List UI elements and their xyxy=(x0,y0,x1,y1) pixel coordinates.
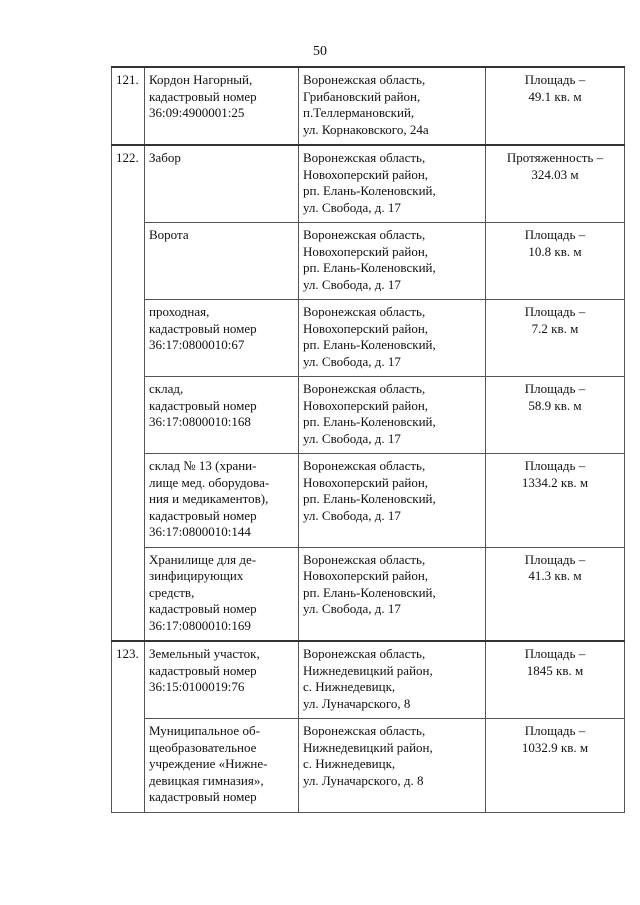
address-line: Нижнедевицкий район, xyxy=(303,662,433,678)
area-line: 49.1 кв. м xyxy=(528,88,582,104)
table-row xyxy=(112,300,625,377)
area-cell xyxy=(486,300,625,377)
address-cell xyxy=(299,719,486,813)
row-number xyxy=(112,719,145,813)
object-name-line: кадастровый номер xyxy=(149,789,257,804)
object-name-line: девицкая гимназия», xyxy=(149,772,264,788)
address-line: рп. Елань-Коленовский, xyxy=(303,584,436,600)
object-name-line: 36:09:4900001:25 xyxy=(149,105,245,120)
row-number: 122. xyxy=(112,145,145,223)
area-line: Площадь – xyxy=(524,458,586,473)
address-cell xyxy=(299,547,486,641)
area-cell xyxy=(486,641,625,719)
area-cell xyxy=(486,377,625,454)
object-name-cell xyxy=(145,145,299,223)
row-number xyxy=(112,223,145,300)
object-name-line: 36:17:0800010:169 xyxy=(149,617,251,633)
table-row xyxy=(112,223,625,300)
area-cell xyxy=(486,145,625,223)
address-cell xyxy=(299,641,486,719)
object-name-line: зинфицирующих xyxy=(149,568,244,583)
row-number xyxy=(112,377,145,454)
address-line: рп. Елань-Коленовский, xyxy=(303,414,436,429)
object-name-line: кадастровый номер xyxy=(149,397,257,413)
area-line: Площадь – xyxy=(524,646,586,661)
object-name-line: Земельный участок, xyxy=(149,646,260,661)
address-line: рп. Елань-Коленовский, xyxy=(303,491,436,506)
address-line: ул. Корнаковского, 24а xyxy=(303,121,429,137)
object-name-line: средств, xyxy=(149,584,195,600)
area-cell xyxy=(486,719,625,813)
row-number: 121. xyxy=(112,67,145,145)
address-line: ул. Свобода, д. 17 xyxy=(303,199,401,215)
address-line: ул. Свобода, д. 17 xyxy=(303,353,401,369)
address-line: с. Нижнедевицк, xyxy=(303,679,396,694)
object-name-line: Забор xyxy=(149,150,181,165)
object-name-line: щеобразовательное xyxy=(149,739,257,755)
area-line: Площадь – xyxy=(524,72,586,87)
table-row xyxy=(112,145,625,223)
object-name-line: 36:17:0800010:67 xyxy=(149,337,245,352)
object-name-line: кадастровый номер xyxy=(149,88,257,104)
object-name-line: учреждение «Нижне- xyxy=(149,756,268,771)
object-name-cell xyxy=(145,454,299,548)
area-cell xyxy=(486,67,625,145)
object-name-line: Кордон Нагорный, xyxy=(149,72,253,87)
table-row xyxy=(112,547,625,641)
address-cell xyxy=(299,223,486,300)
table-row xyxy=(112,454,625,548)
address-line: рп. Елань-Коленовский, xyxy=(303,260,436,275)
row-number: 123. xyxy=(112,641,145,719)
address-cell xyxy=(299,145,486,223)
table-body xyxy=(112,67,625,812)
object-name-line: Ворота xyxy=(149,227,189,242)
address-line: Новохоперский район, xyxy=(303,243,429,259)
area-line: 58.9 кв. м xyxy=(528,397,582,413)
area-line: 7.2 кв. м xyxy=(531,320,579,336)
area-cell xyxy=(486,454,625,548)
object-name-line: кадастровый номер xyxy=(149,601,257,616)
object-name-cell xyxy=(145,223,299,300)
address-line: п.Теллермановский, xyxy=(303,105,415,120)
property-table xyxy=(111,66,625,813)
object-name-line: склад, xyxy=(149,381,184,396)
object-name-cell xyxy=(145,377,299,454)
object-name-line: 36:17:0800010:144 xyxy=(149,524,251,539)
address-line: рп. Елань-Коленовский, xyxy=(303,183,436,198)
area-line: 324.03 м xyxy=(531,166,579,182)
object-name-line: кадастровый номер xyxy=(149,320,257,336)
page-number: 50 xyxy=(313,44,327,59)
area-line: Площадь – xyxy=(524,304,586,319)
area-cell xyxy=(486,547,625,641)
address-line: Воронежская область, xyxy=(303,458,426,473)
address-line: Воронежская область, xyxy=(303,381,426,396)
area-cell xyxy=(486,223,625,300)
area-line: 1032.9 кв. м xyxy=(521,739,589,755)
object-name-cell xyxy=(145,300,299,377)
object-name-line: лище мед. оборудова- xyxy=(149,474,270,490)
address-line: Новохоперский район, xyxy=(303,397,429,413)
address-line: ул. Луначарского, 8 xyxy=(303,695,411,711)
address-line: ул. Луначарского, д. 8 xyxy=(303,772,424,788)
area-line: Площадь – xyxy=(524,381,586,396)
object-name-cell xyxy=(145,547,299,641)
area-line: Площадь – xyxy=(524,723,586,738)
object-name-line: склад № 13 (храни- xyxy=(149,458,257,473)
address-cell xyxy=(299,67,486,145)
address-cell xyxy=(299,454,486,548)
address-line: Нижнедевицкий район, xyxy=(303,739,433,755)
area-line: 1845 кв. м xyxy=(526,662,584,678)
object-name-line: кадастровый номер xyxy=(149,662,257,678)
object-name-line: проходная, xyxy=(149,304,210,319)
row-number xyxy=(112,300,145,377)
area-line: Площадь – xyxy=(524,227,586,242)
address-line: ул. Свобода, д. 17 xyxy=(303,601,401,616)
address-line: Воронежская область, xyxy=(303,150,426,165)
table-row xyxy=(112,719,625,813)
table-row xyxy=(112,641,625,719)
object-name-line: Хранилище для де- xyxy=(149,551,257,567)
address-line: Новохоперский район, xyxy=(303,568,429,583)
area-line: 41.3 кв. м xyxy=(528,568,582,583)
address-line: Воронежская область, xyxy=(303,646,426,661)
address-line: Воронежская область, xyxy=(303,304,426,319)
object-name-line: ния и медикаментов), xyxy=(149,491,269,506)
address-line: Воронежская область, xyxy=(303,72,426,87)
address-line: ул. Свобода, д. 17 xyxy=(303,276,401,292)
object-name-line: кадастровый номер xyxy=(149,507,257,523)
object-name-line: Муниципальное об- xyxy=(149,723,260,738)
address-line: с. Нижнедевицк, xyxy=(303,756,396,771)
object-name-line: 36:15:0100019:76 xyxy=(149,679,245,694)
row-number xyxy=(112,454,145,548)
table-row xyxy=(112,67,625,145)
address-cell xyxy=(299,377,486,454)
area-line: 1334.2 кв. м xyxy=(521,474,589,490)
address-line: ул. Свобода, д. 17 xyxy=(303,507,401,523)
area-line: Площадь – xyxy=(524,551,586,567)
address-line: Воронежская область, xyxy=(303,227,426,242)
area-line: 10.8 кв. м xyxy=(528,243,582,259)
object-name-cell xyxy=(145,641,299,719)
object-name-line: 36:17:0800010:168 xyxy=(149,414,251,429)
address-line: ул. Свобода, д. 17 xyxy=(303,430,401,446)
area-line: Протяженность – xyxy=(506,150,604,165)
object-name-cell xyxy=(145,67,299,145)
object-name-cell xyxy=(145,719,299,813)
address-line: Новохоперский район, xyxy=(303,474,429,490)
address-line: рп. Елань-Коленовский, xyxy=(303,337,436,352)
address-line: Грибановский район, xyxy=(303,88,421,104)
table-row xyxy=(112,377,625,454)
row-number xyxy=(112,547,145,641)
address-line: Воронежская область, xyxy=(303,551,426,567)
address-line: Новохоперский район, xyxy=(303,320,429,336)
address-line: Новохоперский район, xyxy=(303,166,429,182)
address-cell xyxy=(299,300,486,377)
address-line: Воронежская область, xyxy=(303,723,426,738)
